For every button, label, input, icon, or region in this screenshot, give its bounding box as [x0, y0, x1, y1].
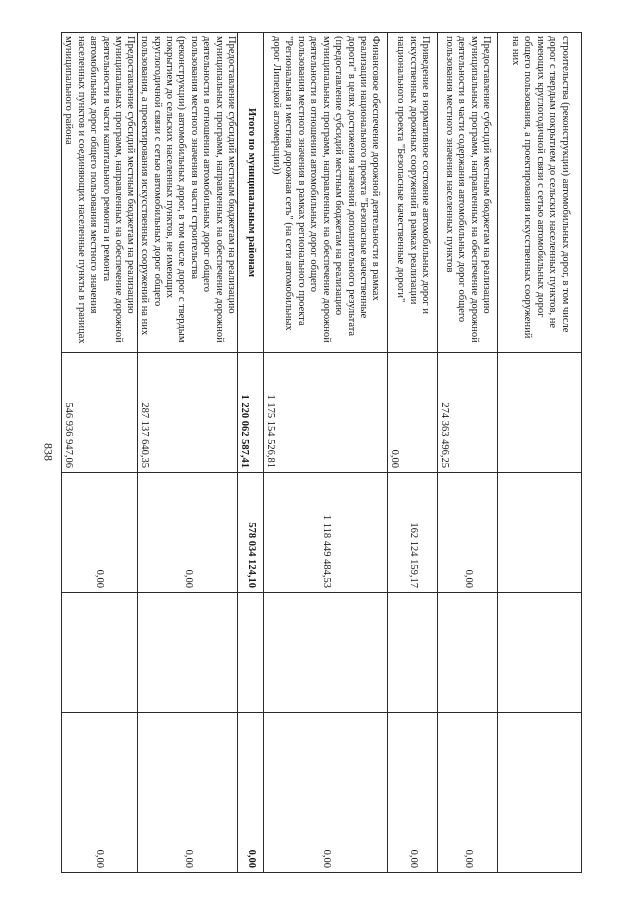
amount-cell: 1 175 154 526,81 — [264, 353, 388, 473]
amount-cell: 0,00 — [61, 713, 137, 873]
budget-table-body — [61, 33, 581, 873]
amount-cell — [498, 593, 582, 713]
description-cell: Финансовое обеспечение дорожной деятельности в рамках реализации национального проекта "Безопасные качественные дороги" в целях достижения значений дополнительного результата (предоставление субсидий местным бюджетам на реализацию муниципальных программ, направленных на обеспечение дорожной деятельности в отношении автомобильных дорог общего пользования местного значения в рамках регионального проекта "Региональная и местная дорожная сеть" (на сети автомобильных дорог Липецкой агломерации)) — [264, 33, 388, 353]
description-cell: строительства (реконструкции) автомобильных дорог, в том числе дорог с твердым покрытием до сельских населенных пунктов, не имеющих круглогодичной связи с сетью автомобильных дорог общего пользования, а проектирования искусственных сооружений на них — [498, 33, 582, 353]
amount-cell — [498, 353, 582, 473]
amount-cell: 0,00 — [137, 473, 237, 593]
table-total-row — [238, 33, 264, 873]
amount-cell: 0,00 — [388, 353, 438, 473]
table-row — [498, 33, 582, 873]
amount-cell: 1 118 449 484,53 — [264, 473, 388, 593]
description-cell: Приведение в нормативное состояние автомобильных дорог и искусственных дорожных сооружений в рамках реализации национального проекта "Безопасные качественные дороги" — [388, 33, 438, 353]
description-cell: Предоставление субсидий местным бюджетам на реализацию муниципальных программ, направленных на обеспечение дорожной деятельности в части содержания автомобильных дорог общего пользования местного значения населенных пунктов — [438, 33, 498, 353]
budget-table — [62, 32, 582, 872]
amount-cell — [137, 593, 237, 713]
table-row — [61, 33, 137, 873]
amount-cell: 0,00 — [388, 713, 438, 873]
amount-cell: 0,00 — [137, 713, 237, 873]
amount-cell: 162 124 159,17 — [388, 473, 438, 593]
amount-cell — [498, 473, 582, 593]
amount-cell: 0,00 — [238, 713, 264, 873]
description-cell: Итого по муниципальным районам — [238, 33, 264, 353]
table-row — [388, 33, 438, 873]
table-row — [438, 33, 498, 873]
amount-cell — [388, 593, 438, 713]
amount-cell: 0,00 — [438, 473, 498, 593]
amount-cell: 578 034 124,10 — [238, 473, 264, 593]
amount-cell — [264, 593, 388, 713]
amount-cell: 546 936 947,06 — [61, 353, 137, 473]
amount-cell — [238, 593, 264, 713]
amount-cell — [438, 593, 498, 713]
amount-cell — [61, 593, 137, 713]
amount-cell: 0,00 — [61, 473, 137, 593]
table-row — [137, 33, 237, 873]
amount-cell: 0,00 — [438, 713, 498, 873]
description-cell: Предоставление субсидий местным бюджетам на реализацию муниципальных программ, направленных на обеспечение дорожной деятельности в отношении автомобильных дорог общего пользования местного значения в части строительства (реконструкции) автомобильных дорог, в том числе дорог с твердым покрытием до сельских населенных пунктов, не имеющих круглогодичной связи с сетью автомобильных дорог общего пользования, а проектирования искусственных сооружений на них — [137, 33, 237, 353]
amount-cell — [498, 713, 582, 873]
amount-cell: 1 220 062 587,41 — [238, 353, 264, 473]
page-number: 838 — [41, 443, 56, 461]
amount-cell: 0,00 — [264, 713, 388, 873]
table-row — [264, 33, 388, 873]
amount-cell: 287 137 640,35 — [137, 353, 237, 473]
amount-cell: 274 363 496,25 — [438, 353, 498, 473]
description-cell: Предоставление субсидий местным бюджетам на реализацию муниципальных программ, направленных на обеспечение дорожной деятельности в части капитального ремонта и ремонта автомобильных дорог общего пользования местного значения населенных пунктов и соединяющих населенные пункты в границах муниципального района — [61, 33, 137, 353]
